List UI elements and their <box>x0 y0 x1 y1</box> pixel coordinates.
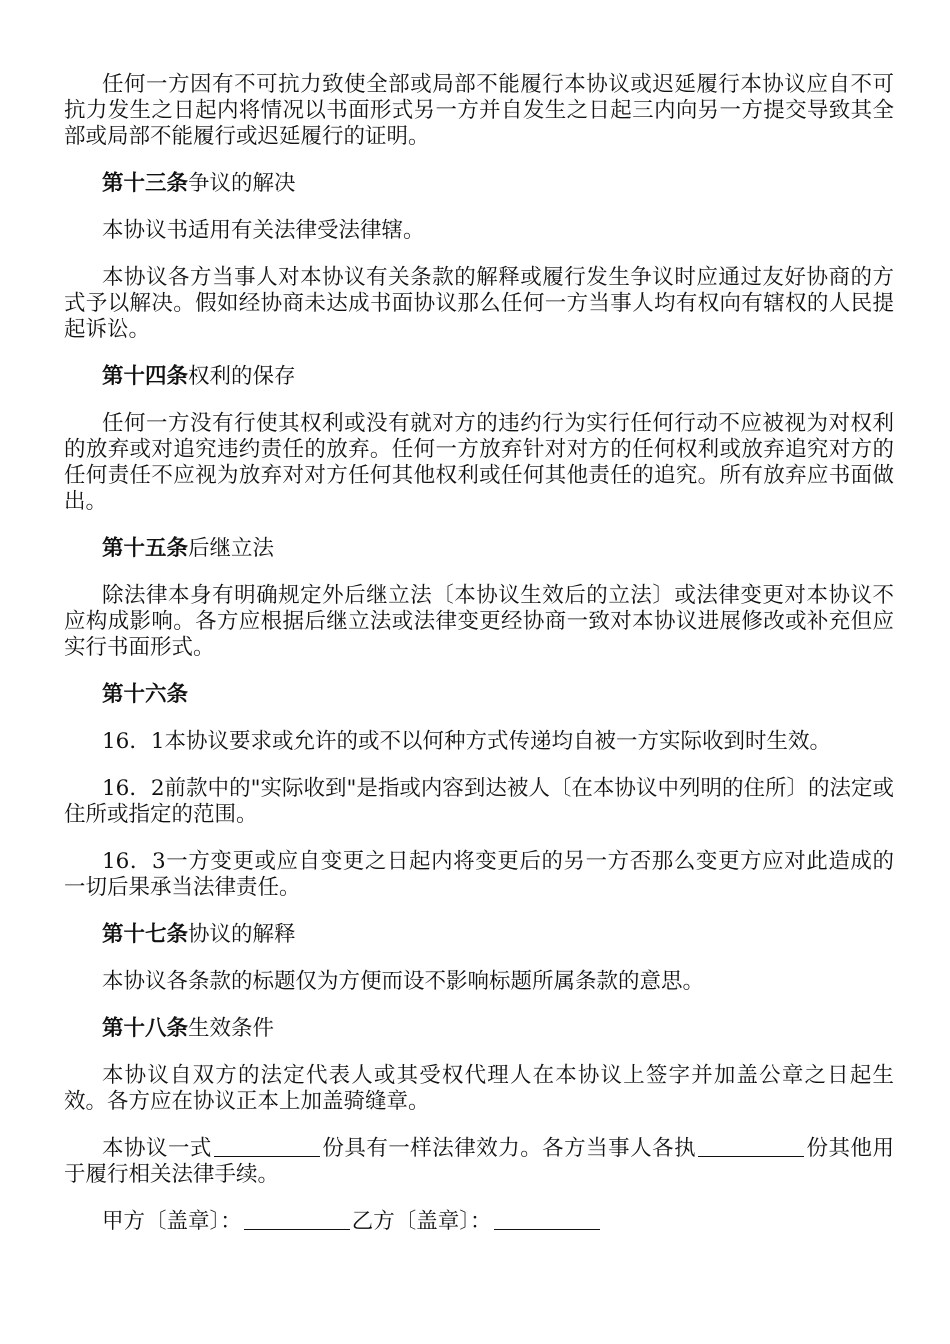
copies-each-blank[interactable] <box>698 1136 804 1157</box>
article-13-title: 争议的解决 <box>188 171 296 196</box>
copies-text-start: 本协议一式 <box>102 1136 212 1161</box>
article-13-heading <box>64 171 894 197</box>
copies-text-end: 份其他用于履行相关法律手续。 <box>64 1136 894 1187</box>
article-15-paragraph-1: 除法律本身有明确规定外后继立法〔本协议生效后的立法〕或法律变更对本协议不应构成影响。各方应根据后继立法或法律变更经协商一致对本协议进展修改或补充但应实行书面形式。 <box>64 583 894 660</box>
article-18-number: 第十八条 <box>102 1016 189 1041</box>
party-a-label: 甲方〔盖章〕： <box>102 1209 242 1234</box>
article-16-heading <box>64 682 894 708</box>
copies-text-middle: 份具有一样法律效力。各方当事人各执 <box>321 1136 697 1161</box>
article-14-heading <box>64 364 894 390</box>
signature-row <box>64 1209 894 1235</box>
article-13-paragraph-1: 本协议书适用有关法律受法律辖。 <box>102 218 425 243</box>
article-17-paragraph-1: 本协议各条款的标题仅为方便而设不影响标题所属条款的意思。 <box>102 969 705 994</box>
article-15-number: 第十五条 <box>102 536 189 561</box>
party-a-signature-blank[interactable] <box>244 1209 350 1230</box>
article-18-title: 生效条件 <box>188 1016 275 1041</box>
article-18-heading <box>64 1016 894 1042</box>
article-17-heading <box>64 922 894 948</box>
article-15-title: 后继立法 <box>188 536 275 561</box>
article-13-number: 第十三条 <box>102 171 189 196</box>
document-page <box>64 72 894 1235</box>
article-14-paragraph-1: 任何一方没有行使其权利或没有就对方的违约行为实行任何行动不应被视为对权利的放弃或对追究违约责任的放弃。任何一方放弃针对对方的任何权利或放弃追究对方的任何责任不应视为放弃对对方任何其他权利或任何其他责任的追究。所有放弃应书面做出。 <box>64 411 894 514</box>
article-14-title: 权利的保存 <box>188 364 296 389</box>
article-16-clause-2: 16．2前款中的"实际收到"是指或内容到达被人〔在本协议中列明的住所〕的法定或住所或指定的范围。 <box>64 776 894 827</box>
article-13-paragraph-2: 本协议各方当事人对本协议有关条款的解释或履行发生争议时应通过友好协商的方式予以解决。假如经协商未达成书面协议那么任何一方当事人均有权向有辖权的人民提起诉讼。 <box>64 265 894 342</box>
article-17-title: 协议的解释 <box>188 922 296 947</box>
article-18-paragraph-1: 本协议自双方的法定代表人或其受权代理人在本协议上签字并加盖公章之日起生效。各方应在协议正本上加盖骑缝章。 <box>64 1063 894 1114</box>
party-b-signature-blank[interactable] <box>494 1209 600 1230</box>
force-majeure-paragraph: 任何一方因有不可抗力致使全部或局部不能履行本协议或迟延履行本协议应自不可抗力发生之日起内将情况以书面形式另一方并自发生之日起三内向另一方提交导致其全部或局部不能履行或迟延履行的证明。 <box>64 72 894 149</box>
article-14-number: 第十四条 <box>102 364 189 389</box>
party-b-label: 乙方〔盖章〕： <box>351 1209 492 1234</box>
article-18-paragraph-2 <box>64 1136 894 1188</box>
article-16-number: 第十六条 <box>102 682 189 707</box>
copies-total-blank[interactable] <box>214 1136 320 1157</box>
article-16-clause-3: 16．3一方变更或应自变更之日起内将变更后的另一方否那么变更方应对此造成的一切后果承当法律责任。 <box>64 849 894 900</box>
article-16-clause-1: 16．1本协议要求或允许的或不以何种方式传递均自被一方实际收到时生效。 <box>102 729 832 754</box>
article-15-heading <box>64 536 894 562</box>
article-17-number: 第十七条 <box>102 922 189 947</box>
